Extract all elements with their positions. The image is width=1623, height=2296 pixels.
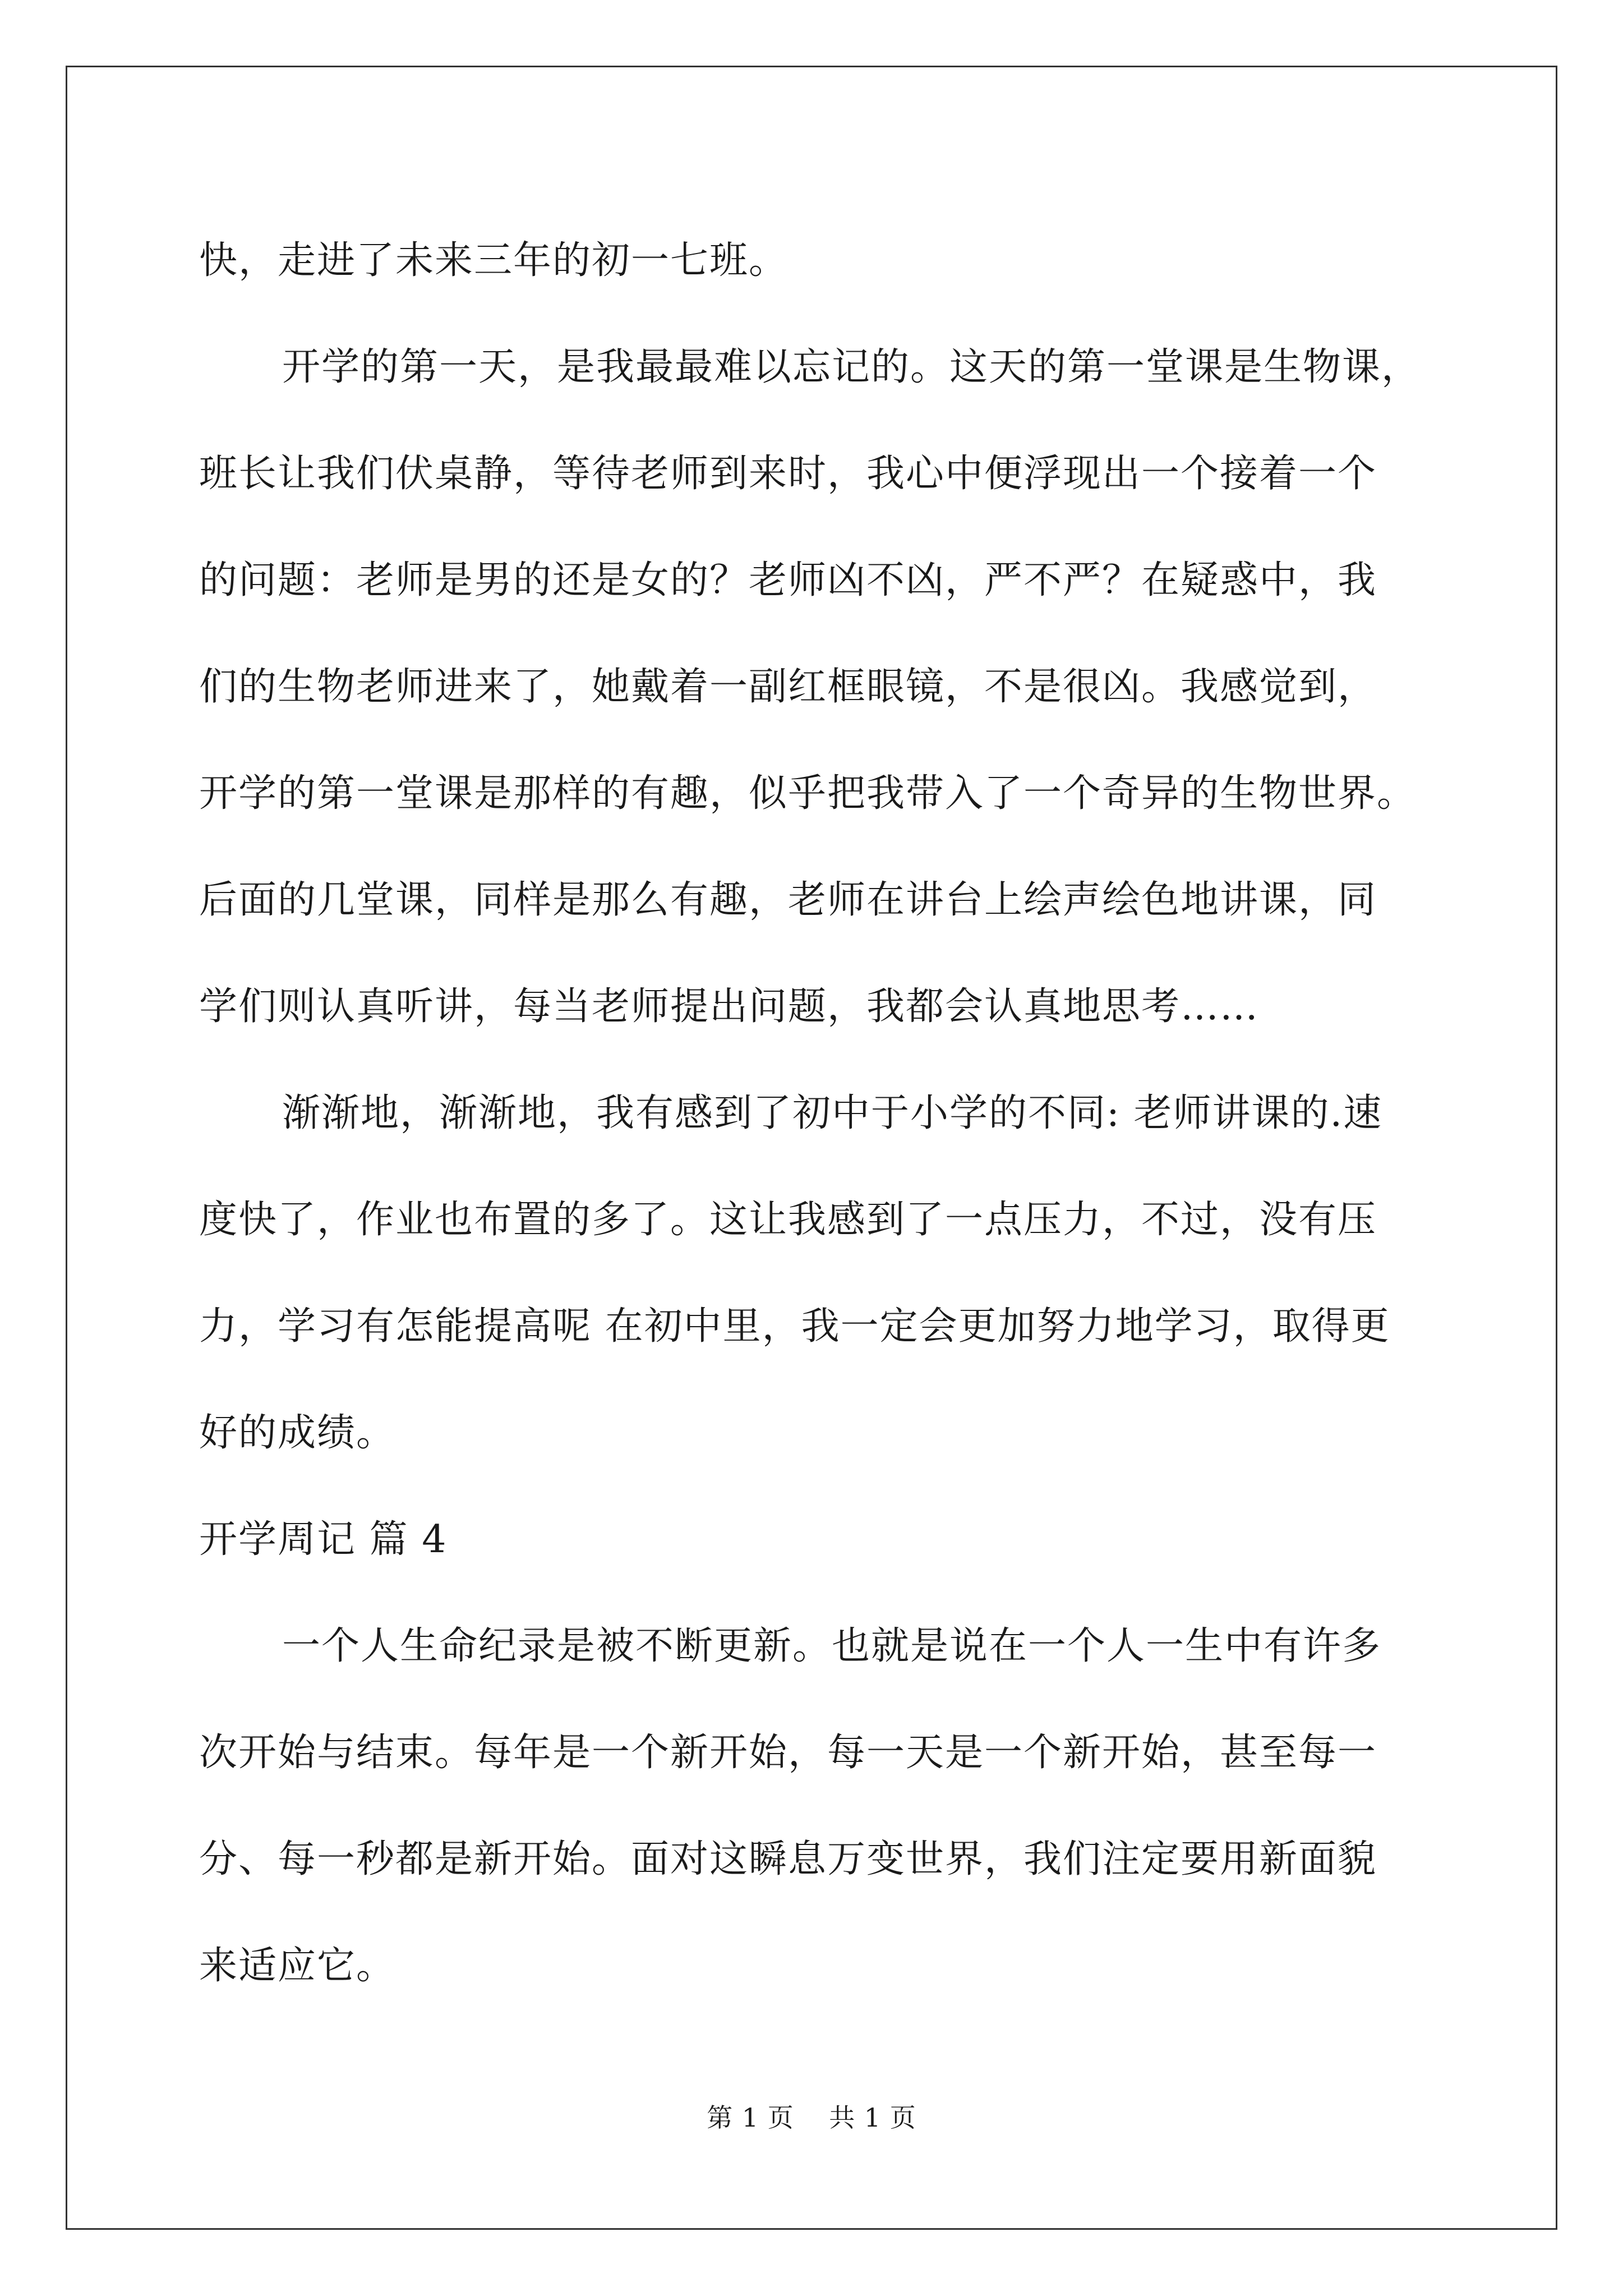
paragraph-1 [199, 208, 1450, 314]
paragraph-3 [199, 1060, 1450, 1487]
text-line: 一个人生命纪录是被不断更新。也就是说在一个人一生中有许多 [282, 1624, 1382, 1668]
page-number-footer: 第 1 页 共 1 页 [707, 2102, 916, 2133]
text-line: 班长让我们伏桌静，等待老师到来时，我心中便浮现出一个接着一个 [199, 452, 1377, 496]
document-body [199, 208, 1450, 2019]
text-line: 次开始与结束。每年是一个新开始，每一天是一个新开始，甚至每一 [199, 1731, 1377, 1775]
paragraph-4 [199, 1593, 1450, 2019]
text-line: 渐渐地，渐渐地，我有感到了初中于小学的不同: 老师讲课的.速 [282, 1091, 1383, 1135]
text-line: 的问题：老师是男的还是女的？老师凶不凶，严不严？在疑惑中，我 [199, 558, 1377, 602]
text-line: 来适应它。 [199, 1944, 396, 1988]
text-line: 度快了，作业也布置的多了。这让我感到了一点压力，不过，没有压 [199, 1198, 1377, 1242]
section-heading: 开学周记 篇 4 [199, 1517, 448, 1562]
text-line: 分、每一秒都是新开始。面对这瞬息万变世界，我们注定要用新面貌 [199, 1837, 1377, 1881]
paragraph-2 [199, 314, 1450, 1060]
text-line: 力，学习有怎能提高呢 在初中里，我一定会更加努力地学习，取得更 [199, 1304, 1390, 1349]
text-line: 开学的第一天，是我最最难以忘记的。这天的第一堂课是生物课， [282, 345, 1421, 389]
text-line: 学们则认真听讲，每当老师提出问题，我都会认真地思考…… [199, 984, 1260, 1029]
text-line: 后面的几堂课，同样是那么有趣，老师在讲台上绘声绘色地讲课，同 [199, 878, 1377, 922]
text-line: 开学的第一堂课是那样的有趣，似乎把我带入了一个奇异的生物世界。 [199, 771, 1417, 816]
text-line: 们的生物老师进来了，她戴着一副红框眼镜，不是很凶。我感觉到， [199, 665, 1377, 709]
text-line: 快，走进了未来三年的初一七班。 [199, 238, 789, 283]
text-line: 好的成绩。 [199, 1411, 396, 1455]
